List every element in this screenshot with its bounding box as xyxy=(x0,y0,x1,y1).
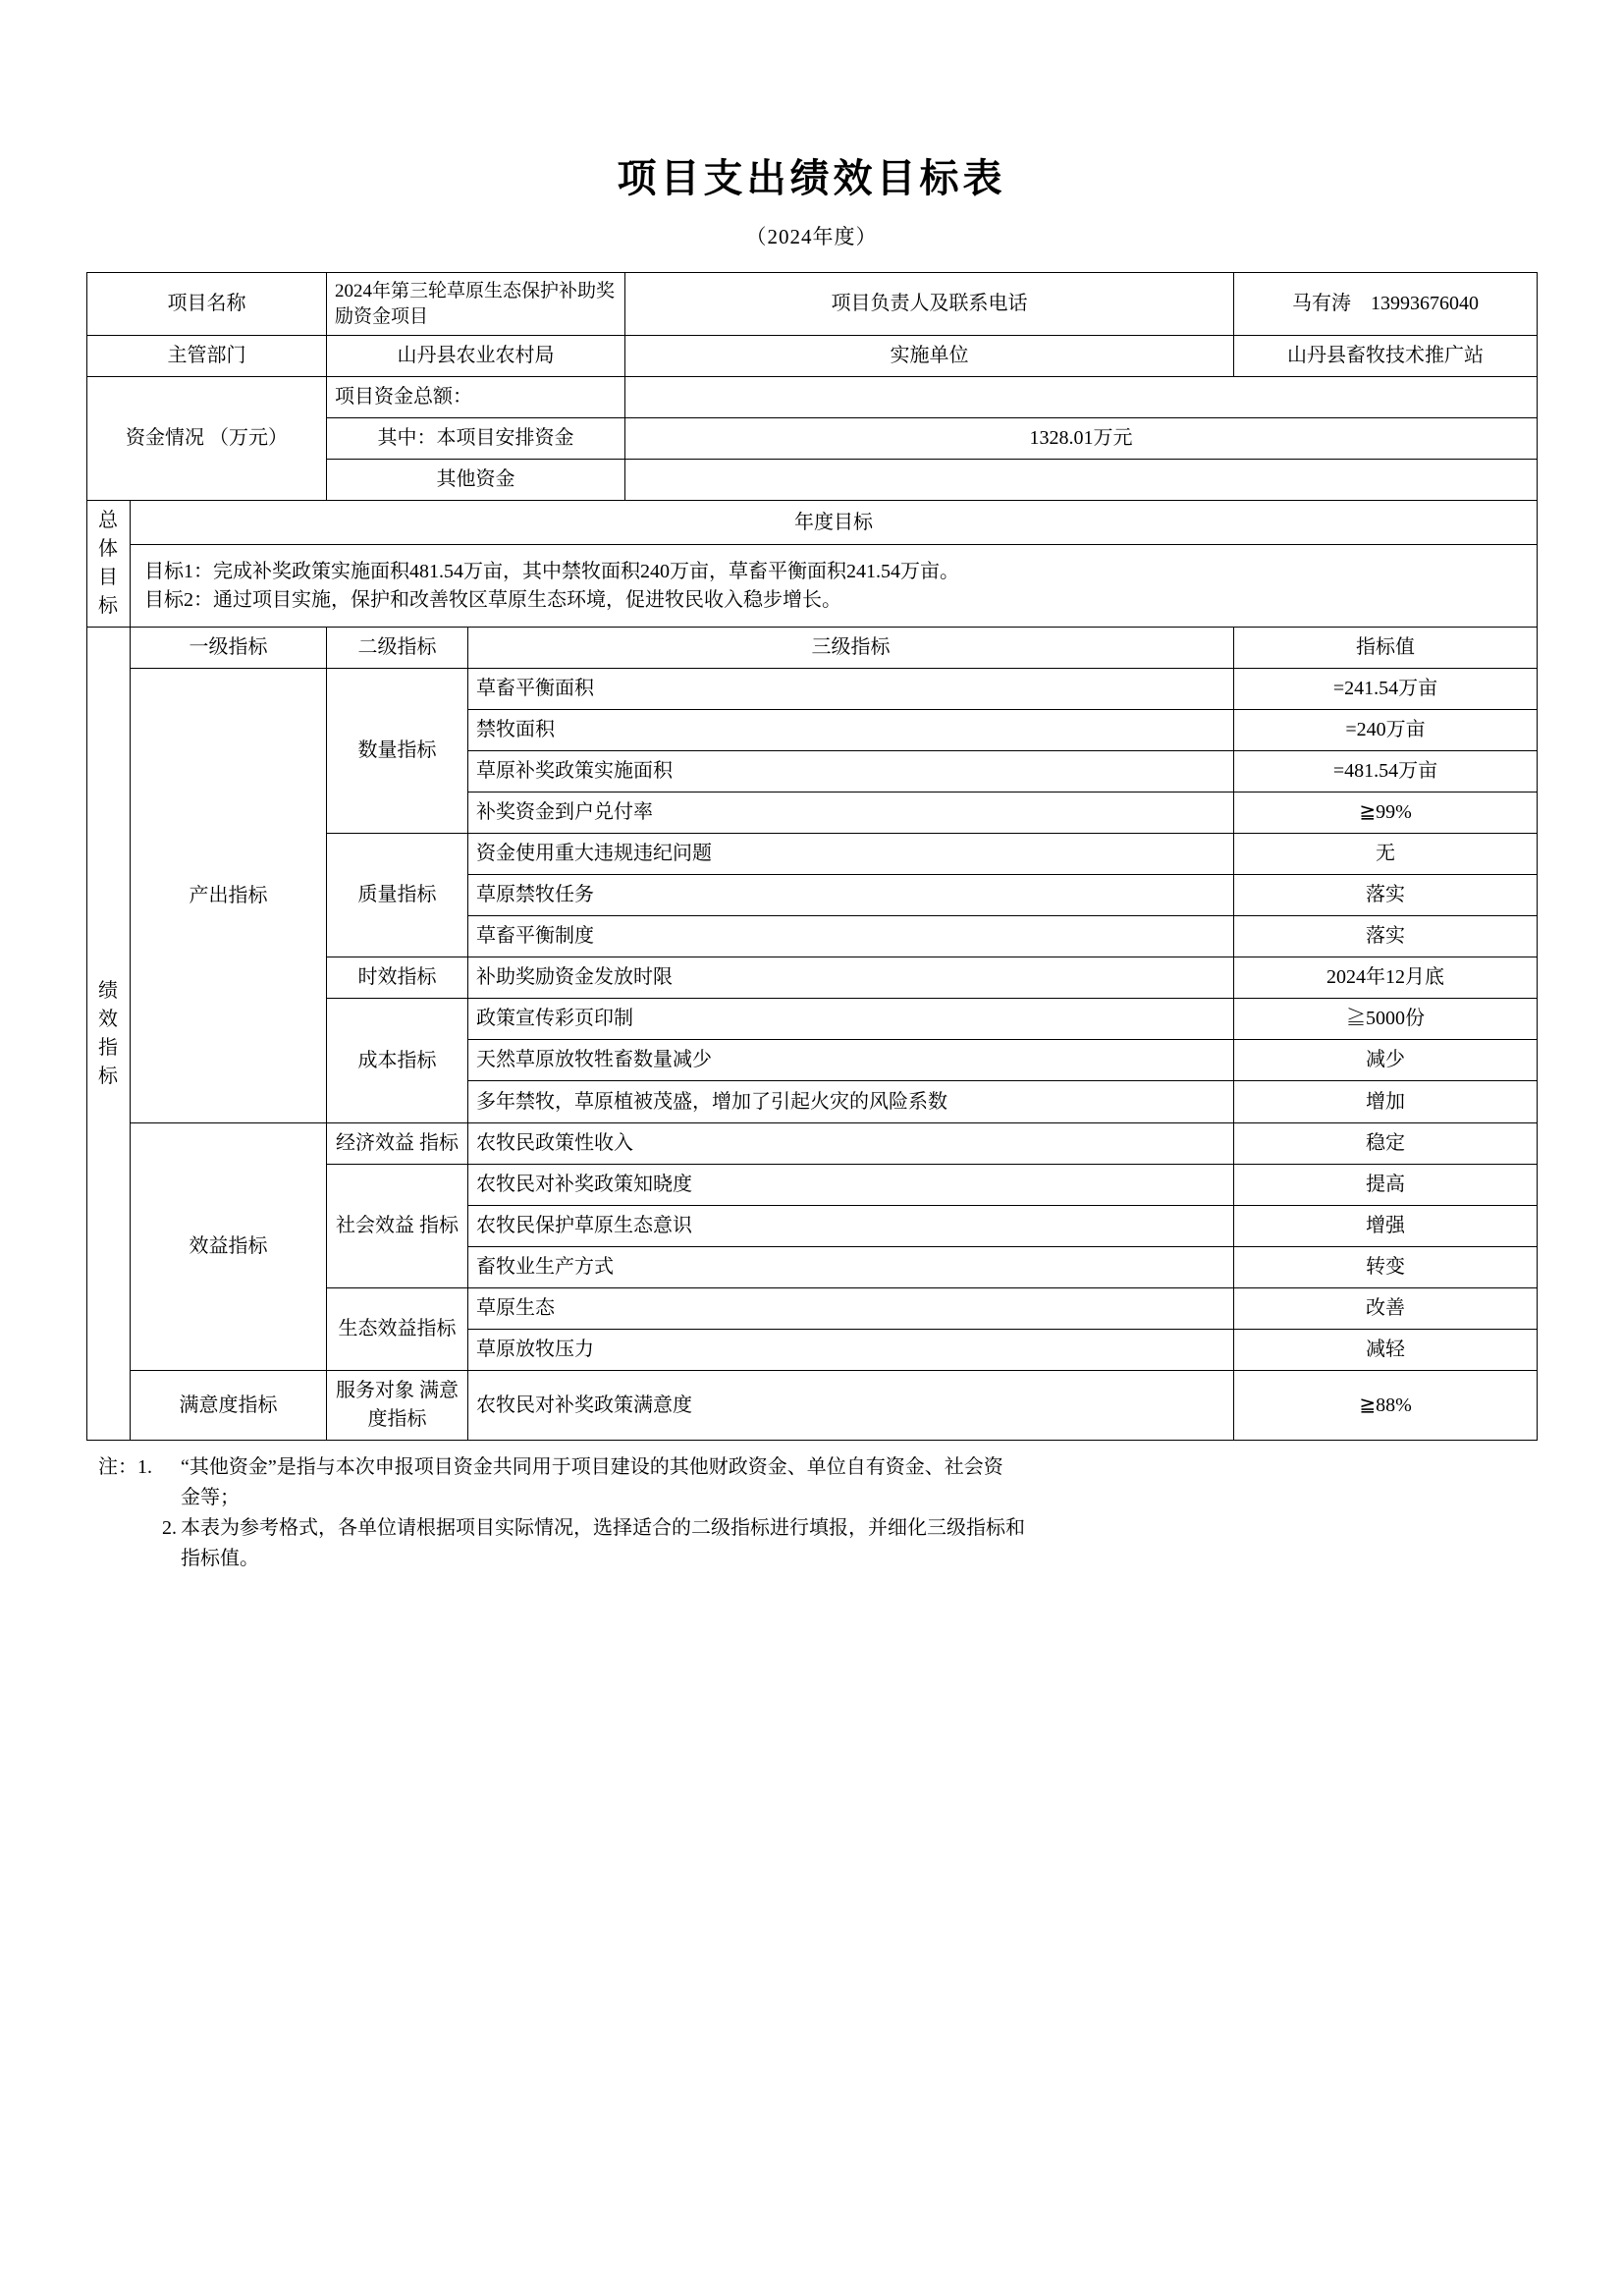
level3-label: 畜牧业生产方式 xyxy=(468,1247,1234,1288)
level3-label: 草原生态 xyxy=(468,1288,1234,1330)
project-name-value: 2024年第三轮草原生态保护补助奖励资金项目 xyxy=(327,273,625,336)
indicator-value: 无 xyxy=(1234,834,1538,875)
level3-label: 草原放牧压力 xyxy=(468,1330,1234,1371)
column-header-level1: 一级指标 xyxy=(131,628,327,669)
indicator-value: 稳定 xyxy=(1234,1123,1538,1165)
note-2-text-cont: 指标值。 xyxy=(181,1548,259,1570)
indicator-value: 减轻 xyxy=(1234,1330,1538,1371)
level3-label: 草畜平衡制度 xyxy=(468,916,1234,957)
department-label: 主管部门 xyxy=(87,336,327,377)
level3-label: 农牧民政策性收入 xyxy=(468,1123,1234,1165)
level3-label: 农牧民对补奖政策知晓度 xyxy=(468,1165,1234,1206)
indicator-value: 转变 xyxy=(1234,1247,1538,1288)
page-subtitle: （2024年度） xyxy=(745,225,878,248)
level3-label: 补助奖励资金发放时限 xyxy=(468,957,1234,999)
level3-label: 农牧民对补奖政策满意度 xyxy=(468,1371,1234,1441)
level3-label: 草原补奖政策实施面积 xyxy=(468,751,1234,793)
funds-total-label: 项目资金总额： xyxy=(327,377,625,418)
level3-label: 草原禁牧任务 xyxy=(468,875,1234,916)
level2-economic-benefit: 经济效益 指标 xyxy=(327,1123,468,1165)
table-row-project-name xyxy=(87,273,1538,336)
level3-label: 资金使用重大违规违纪问题 xyxy=(468,834,1234,875)
funds-label-line2: （万元） xyxy=(209,427,288,450)
funds-label xyxy=(87,377,327,501)
note-1 xyxy=(86,1452,1537,1483)
indicator-value: 增加 xyxy=(1234,1081,1538,1123)
table-row-annual-target-title xyxy=(87,501,1538,545)
project-manager-label: 项目负责人及联系电话 xyxy=(625,273,1234,336)
level3-label: 农牧民保护草原生态意识 xyxy=(468,1206,1234,1247)
note-1-text-cont: 金等； xyxy=(181,1487,240,1509)
column-header-level3: 三级指标 xyxy=(468,628,1234,669)
project-name-label: 项目名称 xyxy=(87,273,327,336)
level1-output: 产出指标 xyxy=(131,669,327,1123)
note-2 xyxy=(86,1513,1537,1544)
indicator-value: ≧5000份 xyxy=(1234,999,1538,1040)
table-row-indicator xyxy=(87,669,1538,710)
notes-prefix: 注： xyxy=(98,1456,137,1479)
overall-target-side-label: 总 体 目 标 xyxy=(87,501,131,628)
level1-benefit: 效益指标 xyxy=(131,1123,327,1371)
indicator-value: 减少 xyxy=(1234,1040,1538,1081)
indicator-value: 改善 xyxy=(1234,1288,1538,1330)
level2-timeliness: 时效指标 xyxy=(327,957,468,999)
table-row-department xyxy=(87,336,1538,377)
note-2-text: 本表为参考格式，各单位请根据项目实际情况，选择适合的二级指标进行填报，并细化三级指标和 xyxy=(181,1517,1025,1540)
funds-other-value xyxy=(625,460,1538,501)
indicator-value: =240万亩 xyxy=(1234,710,1538,751)
level2-service-satisfaction: 服务对象 满意度指标 xyxy=(327,1371,468,1441)
indicator-value: 落实 xyxy=(1234,916,1538,957)
indicator-value: 增强 xyxy=(1234,1206,1538,1247)
level3-label: 多年禁牧，草原植被茂盛，增加了引起火灾的风险系数 xyxy=(468,1081,1234,1123)
indicator-value: =481.54万亩 xyxy=(1234,751,1538,793)
goal-1: 目标1：完成补奖政策实施面积481.54万亩，其中禁牧面积240万亩，草畜平衡面积241.54万亩。 xyxy=(144,560,959,582)
table-row-funds-total xyxy=(87,377,1538,418)
indicator-value: ≧99% xyxy=(1234,793,1538,834)
annual-target-title: 年度目标 xyxy=(131,501,1538,545)
funds-arranged-label: 其中：本项目安排资金 xyxy=(327,418,625,460)
level2-quality: 质量指标 xyxy=(327,834,468,957)
note-2-number: 2. xyxy=(162,1517,177,1540)
table-row-indicator-header xyxy=(87,628,1538,669)
funds-label-line1: 资金情况 xyxy=(126,427,204,450)
page-title: 项目支出绩效目标表 xyxy=(617,157,1006,200)
performance-indicator-side-label: 绩 效 指 标 xyxy=(87,628,131,1441)
level3-label: 草畜平衡面积 xyxy=(468,669,1234,710)
level3-label: 政策宣传彩页印制 xyxy=(468,999,1234,1040)
indicator-value: 提高 xyxy=(1234,1165,1538,1206)
funds-total-value xyxy=(625,377,1538,418)
funds-other-label: 其他资金 xyxy=(327,460,625,501)
table-row-annual-goals xyxy=(87,545,1538,628)
level2-social-benefit: 社会效益 指标 xyxy=(327,1165,468,1288)
note-1-text: “其他资金”是指与本次申报项目资金共同用于项目建设的其他财政资金、单位自有资金、社会资 xyxy=(181,1456,1003,1479)
implementing-unit-value: 山丹县畜牧技术推广站 xyxy=(1234,336,1538,377)
level2-quantity: 数量指标 xyxy=(327,669,468,834)
level3-label: 补奖资金到户兑付率 xyxy=(468,793,1234,834)
project-manager-value: 马有涛 13993676040 xyxy=(1234,273,1538,336)
implementing-unit-label: 实施单位 xyxy=(625,336,1234,377)
table-row-indicator xyxy=(87,1123,1538,1165)
indicator-value: 落实 xyxy=(1234,875,1538,916)
column-header-value: 指标值 xyxy=(1234,628,1538,669)
column-header-level2: 二级指标 xyxy=(327,628,468,669)
level2-ecological-benefit: 生态效益指标 xyxy=(327,1288,468,1371)
level2-cost: 成本指标 xyxy=(327,999,468,1123)
indicator-value: =241.54万亩 xyxy=(1234,669,1538,710)
level3-label: 天然草原放牧牲畜数量减少 xyxy=(468,1040,1234,1081)
note-1-number: 1. xyxy=(137,1456,152,1479)
level3-label: 禁牧面积 xyxy=(468,710,1234,751)
level1-satisfaction: 满意度指标 xyxy=(131,1371,327,1441)
funds-arranged-value: 1328.01万元 xyxy=(625,418,1538,460)
goal-2: 目标2：通过项目实施，保护和改善牧区草原生态环境，促进牧民收入稳步增长。 xyxy=(144,588,841,611)
annual-goals xyxy=(131,545,1538,628)
indicator-value: 2024年12月底 xyxy=(1234,957,1538,999)
table-row-indicator xyxy=(87,1371,1538,1441)
performance-target-table xyxy=(86,272,1538,1441)
table-notes xyxy=(86,1452,1537,1574)
department-value: 山丹县农业农村局 xyxy=(327,336,625,377)
indicator-value: ≧88% xyxy=(1234,1371,1538,1441)
